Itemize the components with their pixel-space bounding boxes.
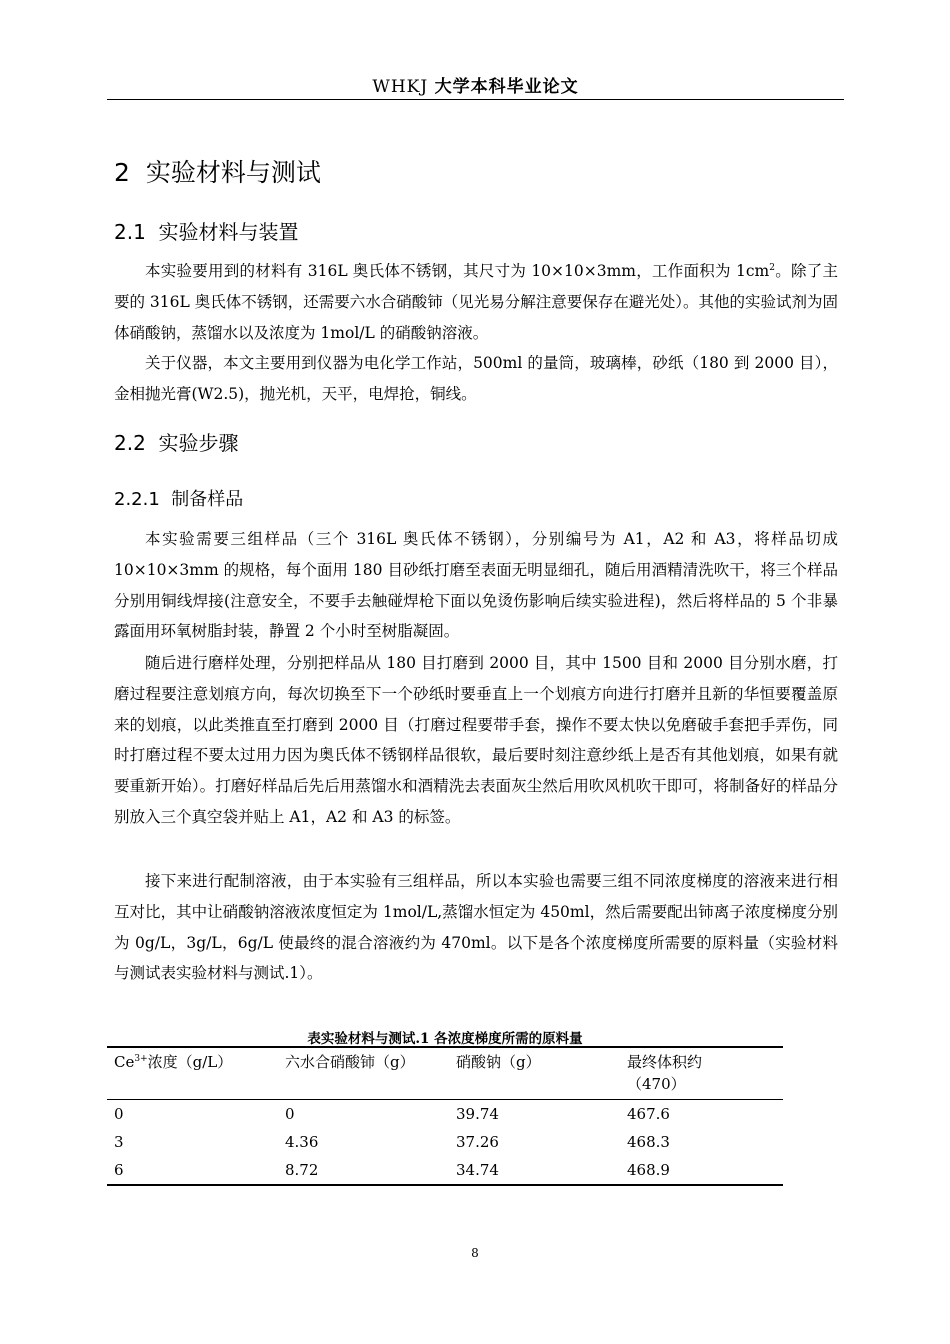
column-header-sodium-nitrate: 硝酸钠（g） [449, 1047, 620, 1100]
table-caption: 表实验材料与测试.1 各浓度梯度所需的原料量 [307, 1031, 583, 1047]
table-row [107, 1156, 783, 1185]
column-header-ce-concentration: $Ce^{3+}$浓度（g/L） [107, 1047, 278, 1100]
section-2-2-1-heading [114, 485, 243, 511]
table-header-row [107, 1047, 783, 1100]
chapter-heading [114, 153, 321, 189]
table-cell: 0 [285, 1105, 295, 1123]
section-2-2-1-title: 制备样品 [171, 489, 244, 510]
paragraph-materials-text-a: 本实验要用到的材料有 316L 奥氏体不锈钢，其尺寸为 10×10×3mm，工作面积为 1cm [145, 262, 770, 280]
chapter-title: 实验材料与测试 [145, 158, 321, 187]
table-cell: 34.74 [449, 1156, 620, 1185]
header-left-text: WHKJ [372, 77, 429, 97]
chapter-number: 2 [114, 158, 130, 187]
table-cell: 468.9 [620, 1156, 783, 1185]
table-cell: 4.36 [285, 1133, 319, 1151]
page-header [107, 72, 844, 97]
section-2-2-1-number: 2.2.1 [114, 489, 160, 510]
table-cell: 39.74 [456, 1105, 499, 1123]
table-row [107, 1128, 783, 1156]
column-header-final-volume: 最终体积约 （470） [620, 1047, 783, 1100]
table-cell: 6 [107, 1156, 278, 1185]
page-number: 8 [471, 1246, 479, 1260]
table-cell: 37.26 [456, 1133, 499, 1151]
paragraph-materials-text-b: 。除了主要的 316L 奥氏体不锈钢，还需要六水合硝酸铈（见光易分解注意要保存在避光处）。其他的实验试剂为固体硝酸钠，蒸馏水以及浓度为 1mol/L 的硝酸钠溶液。 [114, 262, 838, 342]
paragraph-polishing: 随后进行磨样处理，分别把样品从 180 目打磨到 2000 目，其中 1500 目和 2000 目分别水磨，打磨过程要注意划痕方向，每次切换至下一个砂纸时要垂直上一个划痕方向进行打磨并且新的华恒要覆盖原来的划痕，以此类推直至打磨到 2000 目（打磨过程要带手套，操作不要太快以免磨破手套把手弄伤，同时打磨过程不要太过用力因为奥氏体不锈钢样品很软，最后要时刻注意纱纸上是否有其他划痕，如果有就要重新开始）。打磨好样品后先后用蒸馏水和酒精洗去表面灰尘然后用吹风机吹干即可，将制备好的样品分别放入三个真空袋并贴上 A1，A2 和 A3 的标签。 [114, 654, 838, 826]
section-2-2-title: 实验步骤 [158, 431, 239, 455]
paragraph-instruments: 关于仪器，本文主要用到仪器为电化学工作站，500ml 的量筒，玻璃棒，砂纸（180 到 2000 目），金相抛光膏(W2.5)，抛光机，天平，电焊抢，铜线。 [114, 354, 838, 403]
section-2-1-number: 2.1 [114, 220, 146, 244]
section-2-1-heading [114, 216, 299, 245]
area-unit-superscript: 2 [769, 262, 775, 273]
paragraph-solution: 接下来进行配制溶液，由于本实验有三组样品，所以本实验也需要三组不同浓度梯度的溶液来进行相互对比，其中让硝酸钠溶液浓度恒定为 1mol/L,蒸馏水恒定为 450ml，然后需要配出铈离子浓度梯度分别为 0g/L，3g/L，6g/L 使最终的混合溶液约为 470ml。以下是各个浓度梯度所需要的原料量（实验材料与测试表实验材料与测试.1）。 [114, 872, 838, 983]
header-rule [107, 99, 844, 100]
header-right-text: 大学本科毕业论文 [434, 77, 579, 97]
raw-material-table [107, 1046, 783, 1186]
table-row [107, 1100, 783, 1129]
paragraph-sample-prep: 本实验需要三组样品（三个 316L 奥氏体不锈钢），分别编号为 A1，A2 和 A3，将样品切成 10×10×3mm 的规格，每个面用 180 目砂纸打磨至表面无明显细孔，随后用酒精清洗吹干，将三个样品分别用铜线焊接(注意安全，不要手去触碰焊枪下面以免烫伤影响后续实验进程)，然后将样品的 5 个非暴露面用环氧树脂封装，静置 2 个小时至树脂凝固。 [114, 530, 838, 641]
section-2-2-number: 2.2 [114, 431, 146, 455]
table-cell: 467.6 [627, 1105, 670, 1123]
paragraph-materials [114, 256, 838, 348]
table-cell: 8.72 [278, 1156, 449, 1185]
column-header-cerium-nitrate: 六水合硝酸铈（g） [278, 1047, 449, 1100]
section-2-2-heading [114, 427, 239, 456]
table-cell: 468.3 [627, 1133, 670, 1151]
table-cell: 3 [114, 1133, 124, 1151]
section-2-1-title: 实验材料与装置 [158, 220, 299, 244]
table-cell: 0 [114, 1105, 124, 1123]
